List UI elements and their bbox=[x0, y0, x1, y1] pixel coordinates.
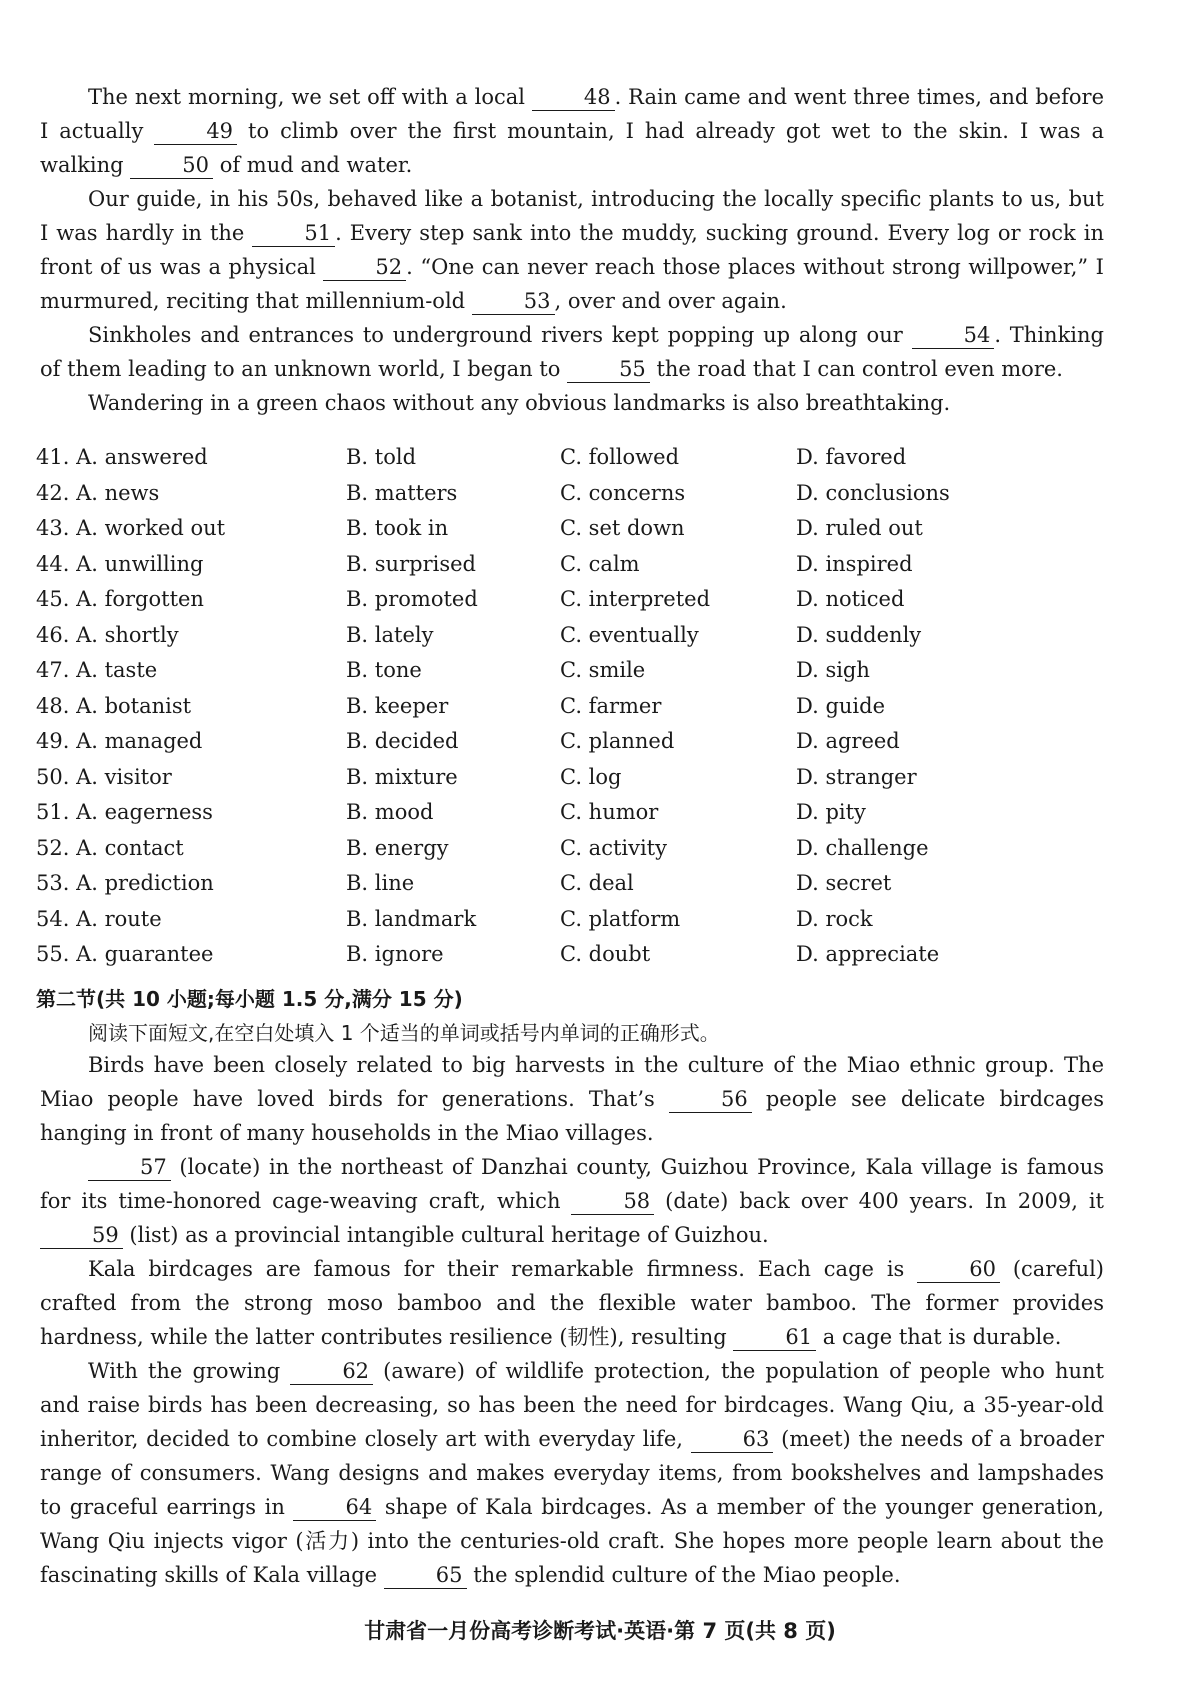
option-a[interactable]: 48. A. botanist bbox=[36, 693, 192, 718]
option-d[interactable]: D. rock bbox=[796, 906, 873, 931]
text-run: Birds have been closely related to big harvests in the culture of the Miao ethnic group. The Miao people have loved birds for generations. That’s bbox=[40, 1053, 1104, 1111]
section-instruction: 阅读下面短文,在空白处填入 1 个适当的单词或括号内单词的正确形式。 bbox=[88, 1021, 720, 1045]
option-d[interactable]: D. sigh bbox=[796, 658, 870, 682]
option-d[interactable]: D. favored bbox=[796, 445, 907, 469]
option-b[interactable]: B. matters bbox=[346, 480, 458, 505]
option-a[interactable]: 52. A. contact bbox=[36, 835, 184, 860]
option-b[interactable]: B. keeper bbox=[346, 693, 449, 718]
option-row-53 bbox=[36, 866, 1096, 902]
option-c[interactable]: C. eventually bbox=[560, 622, 699, 647]
option-d[interactable]: D. stranger bbox=[796, 764, 917, 789]
option-c[interactable]: C. smile bbox=[560, 658, 646, 682]
section-heading: 第二节(共 10 小题;每小题 1.5 分,满分 15 分) bbox=[36, 987, 463, 1011]
blank-48[interactable]: 48 bbox=[532, 84, 615, 111]
blank-60[interactable]: 60 bbox=[917, 1256, 1000, 1283]
option-d[interactable]: D. secret bbox=[796, 871, 892, 895]
text-run: shape of Kala birdcages. As a member of the younger generation, Wang Qiu injects vigor (活力) into the centuries-old craft. She hopes more people learn about the fascinating skills of Kala village bbox=[40, 1495, 1104, 1587]
passage2-paragraph-2 bbox=[40, 1150, 1104, 1252]
option-row-42 bbox=[36, 476, 1096, 512]
text-run: people see delicate birdcages hanging in front of many households in the Miao villages. bbox=[40, 1087, 1104, 1145]
option-row-45 bbox=[36, 582, 1096, 618]
blank-64[interactable]: 64 bbox=[293, 1494, 376, 1521]
blank-54[interactable]: 54 bbox=[912, 322, 995, 349]
passage1-paragraph-2 bbox=[40, 182, 1104, 318]
option-c[interactable]: C. interpreted bbox=[560, 587, 711, 611]
option-d[interactable]: D. challenge bbox=[796, 835, 929, 860]
blank-56[interactable]: 56 bbox=[669, 1086, 752, 1113]
text-run: With the growing bbox=[88, 1359, 291, 1383]
option-b[interactable]: B. line bbox=[346, 871, 415, 895]
option-a[interactable]: 51. A. eagerness bbox=[36, 800, 213, 824]
option-d[interactable]: D. agreed bbox=[796, 729, 900, 753]
option-row-48 bbox=[36, 689, 1096, 725]
blank-55[interactable]: 55 bbox=[567, 356, 650, 383]
text-run: (careful) crafted from the strong moso bamboo and the flexible water bamboo. The former provides hardness, while the latter contributes resilience (韧性), resulting bbox=[40, 1257, 1105, 1349]
option-a[interactable]: 44. A. unwilling bbox=[36, 551, 204, 576]
text-run: , over and over again. bbox=[554, 289, 787, 313]
option-b[interactable]: B. ignore bbox=[346, 942, 444, 966]
text-run: . Every step sank into the muddy, sucking ground. Every log or rock in front of us was a physical bbox=[40, 221, 1104, 279]
option-d[interactable]: D. noticed bbox=[796, 587, 905, 611]
option-row-41 bbox=[36, 440, 1096, 476]
option-a[interactable]: 47. A. taste bbox=[36, 658, 158, 682]
text-run: the road that I can control even more. bbox=[649, 357, 1063, 381]
option-row-55 bbox=[36, 937, 1096, 973]
option-row-50 bbox=[36, 760, 1096, 796]
blank-63[interactable]: 63 bbox=[691, 1426, 774, 1453]
text-run: of mud and water. bbox=[213, 153, 413, 177]
option-b[interactable]: B. surprised bbox=[346, 551, 476, 576]
option-c[interactable]: C. concerns bbox=[560, 480, 686, 505]
option-b[interactable]: B. lately bbox=[346, 622, 434, 647]
passage1-paragraph-1 bbox=[40, 80, 1104, 182]
passage2-paragraph-3 bbox=[40, 1252, 1104, 1354]
option-b[interactable]: B. promoted bbox=[346, 587, 478, 611]
text-run: Sinkholes and entrances to underground rivers kept popping up along our bbox=[88, 323, 912, 347]
option-a[interactable]: 53. A. prediction bbox=[36, 871, 214, 895]
passage2-paragraph-1 bbox=[40, 1048, 1104, 1150]
option-b[interactable]: B. tone bbox=[346, 658, 422, 682]
option-a[interactable]: 45. A. forgotten bbox=[36, 587, 204, 611]
text-run: (meet) the needs of a broader range of consumers. Wang designs and makes everyday items, from bookshelves and lampshades to graceful earrings in bbox=[40, 1427, 1104, 1519]
option-b[interactable]: B. landmark bbox=[346, 906, 477, 931]
passage1-paragraph-4: Wandering in a green chaos without any obvious landmarks is also breathtaking. bbox=[88, 391, 951, 415]
text-run: a cage that is durable. bbox=[816, 1325, 1062, 1349]
passage1-paragraph-3 bbox=[40, 318, 1104, 386]
text-run: (aware) of wildlife protection, the population of people who hunt and raise birds has been decreasing, so has been the need for birdcages. Wang Qiu, a 35-year-old inheritor, decided to combine closely art with everyday life, bbox=[40, 1359, 1104, 1451]
blank-51[interactable]: 51 bbox=[252, 220, 335, 247]
option-c[interactable]: C. humor bbox=[560, 800, 659, 824]
option-a[interactable]: 55. A. guarantee bbox=[36, 942, 214, 966]
option-row-46 bbox=[36, 618, 1096, 654]
text-run: (locate) in the northeast of Danzhai county, Guizhou Province, Kala village is famous for its time-honored cage-weaving craft, which bbox=[40, 1155, 1104, 1213]
text-run: (list) as a provincial intangible cultural heritage of Guizhou. bbox=[122, 1223, 769, 1247]
option-c[interactable]: C. activity bbox=[560, 835, 667, 860]
text-run: The next morning, we set off with a local bbox=[88, 85, 532, 109]
option-d[interactable]: D. ruled out bbox=[796, 516, 923, 540]
blank-61[interactable]: 61 bbox=[733, 1324, 816, 1351]
text-run: . Rain came and went three times, and before I actually bbox=[40, 85, 1104, 143]
option-b[interactable]: B. mixture bbox=[346, 764, 458, 789]
blank-50[interactable]: 50 bbox=[130, 152, 213, 179]
option-d[interactable]: D. pity bbox=[796, 800, 866, 824]
blank-57[interactable]: 57 bbox=[88, 1154, 171, 1181]
text-run: the splendid culture of the Miao people. bbox=[466, 1563, 901, 1587]
option-b[interactable]: B. mood bbox=[346, 800, 434, 824]
answer-options bbox=[36, 440, 1096, 973]
option-c[interactable]: C. deal bbox=[560, 871, 634, 895]
blank-62[interactable]: 62 bbox=[290, 1358, 373, 1385]
text-run: Kala birdcages are famous for their remarkable firmness. Each cage is bbox=[88, 1257, 918, 1281]
text-run: . “One can never reach those places without strong willpower,” I murmured, reciting that millennium-old bbox=[40, 255, 1104, 313]
page-footer: 甘肃省一月份高考诊断考试·英语·第 7 页(共 8 页) bbox=[364, 1619, 836, 1643]
blank-49[interactable]: 49 bbox=[154, 118, 237, 145]
option-a[interactable]: 46. A. shortly bbox=[36, 622, 179, 647]
blank-58[interactable]: 58 bbox=[571, 1188, 654, 1215]
option-a[interactable]: 49. A. managed bbox=[36, 729, 203, 753]
option-row-51 bbox=[36, 795, 1096, 831]
blank-59[interactable]: 59 bbox=[40, 1222, 123, 1249]
option-c[interactable]: C. followed bbox=[560, 445, 680, 469]
option-row-54 bbox=[36, 902, 1096, 938]
text-run: to climb over the first mountain, I had already got wet to the skin. I was a walking bbox=[40, 119, 1104, 177]
option-b[interactable]: B. took in bbox=[346, 516, 449, 540]
option-d[interactable]: D. conclusions bbox=[796, 480, 950, 505]
option-b[interactable]: B. told bbox=[346, 445, 417, 469]
option-d[interactable]: D. guide bbox=[796, 693, 885, 718]
option-row-52 bbox=[36, 831, 1096, 867]
passage2-paragraph-4 bbox=[40, 1354, 1104, 1592]
text-run: . Thinking of them leading to an unknown world, I began to bbox=[40, 323, 1104, 381]
option-d[interactable]: D. inspired bbox=[796, 551, 913, 576]
blank-52[interactable]: 52 bbox=[323, 254, 406, 281]
option-d[interactable]: D. appreciate bbox=[796, 942, 940, 966]
blank-53[interactable]: 53 bbox=[472, 288, 555, 315]
option-c[interactable]: C. platform bbox=[560, 906, 681, 931]
option-b[interactable]: B. energy bbox=[346, 835, 449, 860]
option-c[interactable]: C. planned bbox=[560, 729, 675, 753]
option-c[interactable]: C. set down bbox=[560, 516, 685, 540]
option-c[interactable]: C. farmer bbox=[560, 693, 662, 718]
option-row-49 bbox=[36, 724, 1096, 760]
option-c[interactable]: C. doubt bbox=[560, 942, 651, 966]
blank-65[interactable]: 65 bbox=[384, 1562, 467, 1589]
option-b[interactable]: B. decided bbox=[346, 729, 459, 753]
option-a[interactable]: 50. A. visitor bbox=[36, 764, 172, 789]
option-d[interactable]: D. suddenly bbox=[796, 622, 922, 647]
option-row-44 bbox=[36, 547, 1096, 583]
option-row-43 bbox=[36, 511, 1096, 547]
option-a[interactable]: 42. A. news bbox=[36, 480, 160, 505]
option-a[interactable]: 54. A. route bbox=[36, 906, 162, 931]
text-run: (date) back over 400 years. In 2009, it bbox=[654, 1189, 1104, 1213]
option-row-47 bbox=[36, 653, 1096, 689]
option-c[interactable]: C. calm bbox=[560, 551, 640, 576]
option-a[interactable]: 43. A. worked out bbox=[36, 516, 226, 540]
option-c[interactable]: C. log bbox=[560, 764, 622, 789]
text-run: Our guide, in his 50s, behaved like a botanist, introducing the locally specific plants to us, but I was hardly in the bbox=[40, 187, 1104, 245]
option-a[interactable]: 41. A. answered bbox=[36, 445, 208, 469]
